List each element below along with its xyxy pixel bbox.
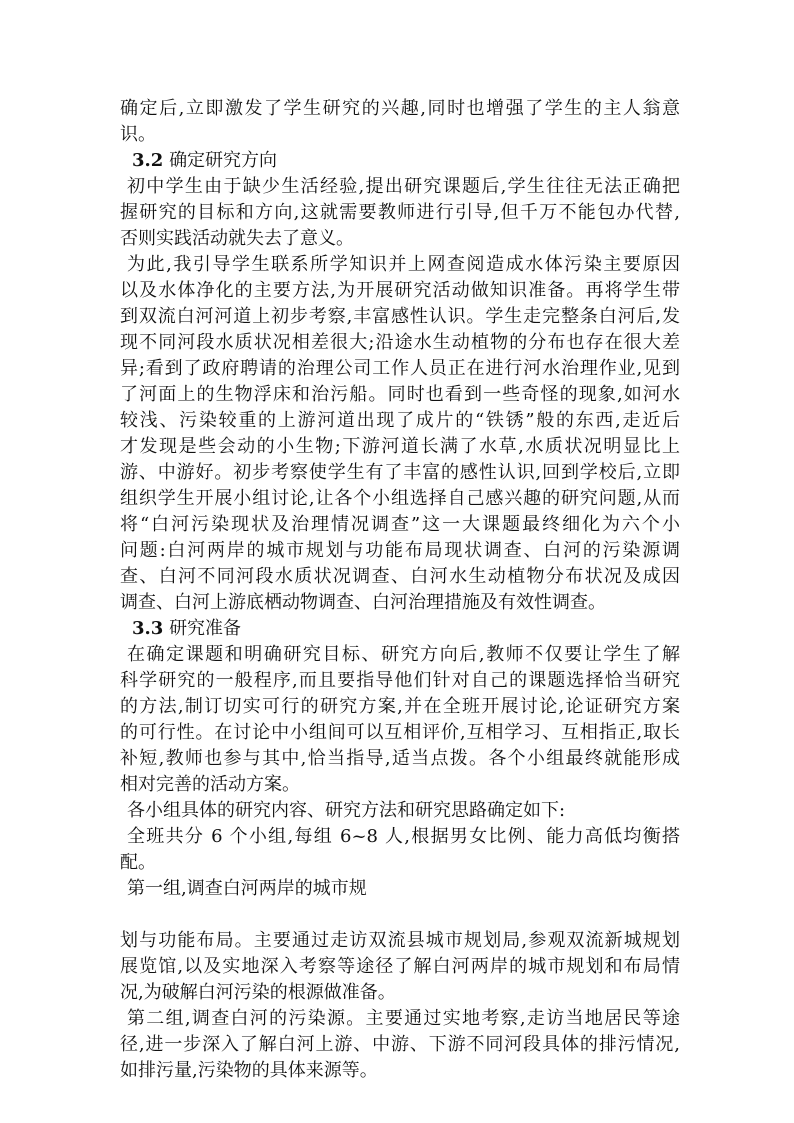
paragraph-line: 的方法,制订切实可行的研究方案,并在全班开展讨论,论证研究方案 bbox=[120, 696, 680, 717]
paragraph-line: 况,为破解白河污染的根源做准备。 bbox=[120, 982, 396, 1003]
paragraph-line: 第二组,调查白河的污染源。主要通过实地考察,走访当地居民等途 bbox=[127, 1008, 680, 1029]
paragraph-line: 了河面上的生物浮床和治污船。同时也看到一些奇怪的现象,如河水 bbox=[120, 384, 680, 405]
paragraph-line: 为此,我引导学生联系所学知识并上网查阅造成水体污染主要原因 bbox=[127, 254, 680, 275]
paragraph-line: 各小组具体的研究内容、研究方法和研究思路确定如下: bbox=[127, 800, 566, 821]
paragraph-line: 科学研究的一般程序,而且要指导他们针对自己的课题选择恰当研究 bbox=[120, 670, 680, 691]
paragraph-line: 现不同河段水质状况相差很大;沿途水生动植物的分布也存在很大差 bbox=[120, 332, 680, 353]
paragraph-line: 查、白河不同河段水质状况调查、白河水生动植物分布状况及成因 bbox=[120, 566, 680, 587]
paragraph-line: 径,进一步深入了解白河上游、中游、下游不同河段具体的排污情况, bbox=[120, 1034, 680, 1055]
paragraph-line: 到双流白河河道上初步考察,丰富感性认识。学生走完整条白河后,发 bbox=[120, 306, 680, 327]
section-title: 研究准备 bbox=[169, 618, 242, 639]
paragraph-line: 全班共分 6 个小组,每组 6~8 人,根据男女比例、能力高低均衡搭 bbox=[127, 826, 680, 847]
paragraph-line: 较浅、污染较重的上游河道出现了成片的“铁锈”般的东西,走近后 bbox=[120, 410, 680, 431]
paragraph-line: 在确定课题和明确研究目标、研究方向后,教师不仅要让学生了解 bbox=[127, 644, 680, 665]
paragraph-line: 才发现是些会动的小生物;下游河道长满了水草,水质状况明显比上 bbox=[120, 436, 680, 457]
paragraph-line: 的可行性。在讨论中小组间可以互相评价,互相学习、互相指正,取长 bbox=[120, 722, 680, 743]
section-number: 3.2 bbox=[132, 150, 164, 171]
paragraph-line: 以及水体净化的主要方法,为开展研究活动做知识准备。再将学生带 bbox=[120, 280, 680, 301]
paragraph-line: 调查、白河上游底栖动物调查、白河治理措施及有效性调查。 bbox=[120, 592, 606, 613]
paragraph-line: 否则实践活动就失去了意义。 bbox=[120, 228, 354, 249]
paragraph-line: 将“白河污染现状及治理情况调查”这一大课题最终细化为六个小 bbox=[120, 514, 680, 535]
section-heading-3-3 bbox=[132, 616, 241, 642]
section-heading-3-2 bbox=[132, 148, 277, 174]
paragraph-line: 展览馆,以及实地深入考察等途径了解白河两岸的城市规划和布局情 bbox=[120, 956, 680, 977]
paragraph-line: 识。 bbox=[120, 124, 156, 145]
paragraph-line: 组织学生开展小组讨论,让各个小组选择自己感兴趣的研究问题,从而 bbox=[120, 488, 680, 509]
paragraph-line: 如排污量,污染物的具体来源等。 bbox=[120, 1060, 378, 1081]
paragraph-line: 第一组,调查白河两岸的城市规 bbox=[127, 878, 367, 899]
paragraph-line: 握研究的目标和方向,这就需要教师进行引导,但千万不能包办代替, bbox=[120, 202, 680, 223]
paragraph-line: 异;看到了政府聘请的治理公司工作人员正在进行河水治理作业,见到 bbox=[120, 358, 680, 379]
section-number: 3.3 bbox=[132, 618, 164, 639]
paragraph-line: 划与功能布局。主要通过走访双流县城市规划局,参观双流新城规划 bbox=[120, 930, 680, 951]
paragraph-line: 确定后,立即激发了学生研究的兴趣,同时也增强了学生的主人翁意 bbox=[120, 98, 680, 119]
paragraph-line: 游、中游好。初步考察使学生有了丰富的感性认识,回到学校后,立即 bbox=[120, 462, 680, 483]
paragraph-line: 问题:白河两岸的城市规划与功能布局现状调查、白河的污染源调 bbox=[120, 540, 680, 561]
paragraph-line: 配。 bbox=[120, 852, 156, 873]
paragraph-line: 相对完善的活动方案。 bbox=[120, 774, 300, 795]
paragraph-line: 补短,教师也参与其中,恰当指导,适当点拨。各个小组最终就能形成 bbox=[120, 748, 680, 769]
section-title: 确定研究方向 bbox=[169, 150, 278, 171]
paragraph-line: 初中学生由于缺少生活经验,提出研究课题后,学生往往无法正确把 bbox=[127, 176, 680, 197]
